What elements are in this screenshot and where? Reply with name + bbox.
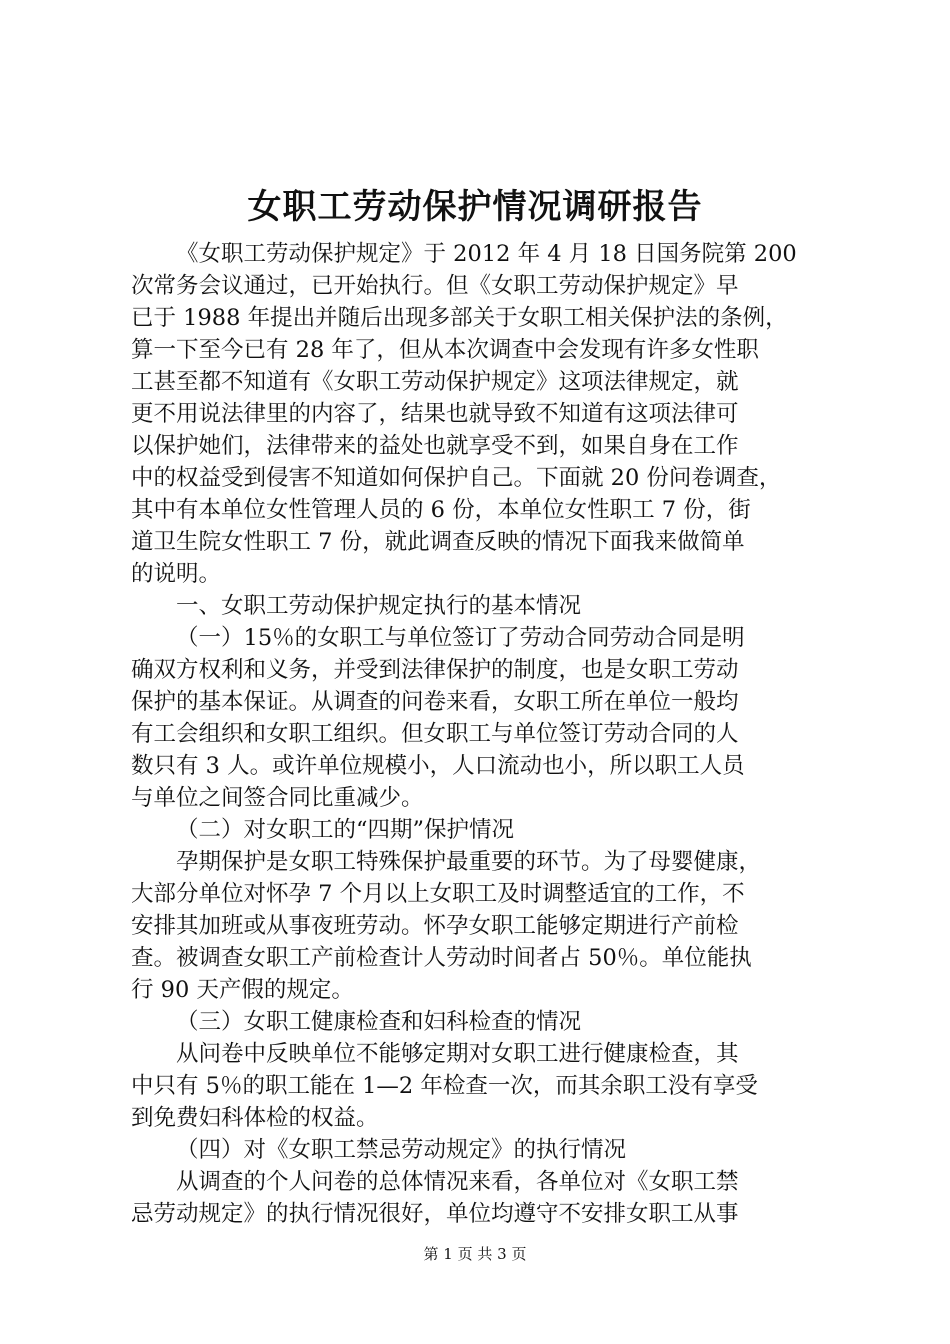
text-line: 中只有 5％的职工能在 1—2 年检查一次，而其余职工没有享受 xyxy=(131,1073,758,1099)
text-line: 有工会组织和女职工组织。但女职工与单位签订劳动合同的人 xyxy=(131,721,739,747)
text-line: 《女职工劳动保护规定》于 2012 年 4 月 18 日国务院第 200 xyxy=(176,241,797,267)
text-line: 孕期保护是女职工特殊保护最重要的环节。为了母婴健康， xyxy=(176,849,762,875)
text-line: 更不用说法律里的内容了，结果也就导致不知道有这项法律可 xyxy=(131,401,739,427)
text-line: 从调查的个人问卷的总体情况来看，各单位对《女职工禁 xyxy=(176,1169,739,1195)
text-line: 工甚至都不知道有《女职工劳动保护规定》这项法律规定，就 xyxy=(131,369,739,395)
text-line: （三）女职工健康检查和妇科检查的情况 xyxy=(176,1009,582,1035)
text-line: 从问卷中反映单位不能够定期对女职工进行健康检查，其 xyxy=(176,1041,739,1067)
text-line: 次常务会议通过，已开始执行。但《女职工劳动保护规定》早 xyxy=(131,273,739,299)
document-title: 女职工劳动保护情况调研报告 xyxy=(247,187,703,227)
text-line: 的说明。 xyxy=(131,561,222,587)
text-line: 已于 1988 年提出并随后出现多部关于女职工相关保护法的条例， xyxy=(131,305,788,331)
text-line: 以保护她们，法律带来的益处也就享受不到，如果自身在工作 xyxy=(131,433,739,459)
page-footer: 第 1 页 共 3 页 xyxy=(423,1245,527,1263)
text-line: 忌劳动规定》的执行情况很好，单位均遵守不安排女职工从事 xyxy=(131,1201,739,1227)
text-line: 到免费妇科体检的权益。 xyxy=(131,1105,379,1131)
text-line: 中的权益受到侵害不知道如何保护自己。下面就 20 份问卷调查， xyxy=(131,465,782,491)
text-line: 道卫生院女性职工 7 份，就此调查反映的情况下面我来做简单 xyxy=(131,529,745,555)
text-line: 安排其加班或从事夜班劳动。怀孕女职工能够定期进行产前检 xyxy=(131,913,739,939)
text-line: 保护的基本保证。从调查的问卷来看，女职工所在单位一般均 xyxy=(131,689,739,715)
text-line: 一、女职工劳动保护规定执行的基本情况 xyxy=(176,593,582,619)
document-body xyxy=(131,238,831,1230)
text-line: （四）对《女职工禁忌劳动规定》的执行情况 xyxy=(176,1137,627,1163)
text-line: 大部分单位对怀孕 7 个月以上女职工及时调整适宜的工作，不 xyxy=(131,881,745,907)
text-line: 数只有 3 人。或许单位规模小，人口流动也小，所以职工人员 xyxy=(131,753,745,779)
text-line: 其中有本单位女性管理人员的 6 份，本单位女性职工 7 份，街 xyxy=(131,497,751,523)
text-line: 算一下至今已有 28 年了，但从本次调查中会发现有许多女性职 xyxy=(131,337,759,363)
text-line: 与单位之间签合同比重减少。 xyxy=(131,785,424,811)
text-line: 查。被调查女职工产前检查计人劳动时间者占 50％。单位能执 xyxy=(131,945,752,971)
text-line: 行 90 天产假的规定。 xyxy=(131,977,354,1003)
text-line: （二）对女职工的“四期”保护情况 xyxy=(176,817,515,843)
text-line: （一）15％的女职工与单位签订了劳动合同劳动合同是明 xyxy=(176,625,745,651)
text-line: 确双方权利和义务，并受到法律保护的制度，也是女职工劳动 xyxy=(131,657,739,683)
